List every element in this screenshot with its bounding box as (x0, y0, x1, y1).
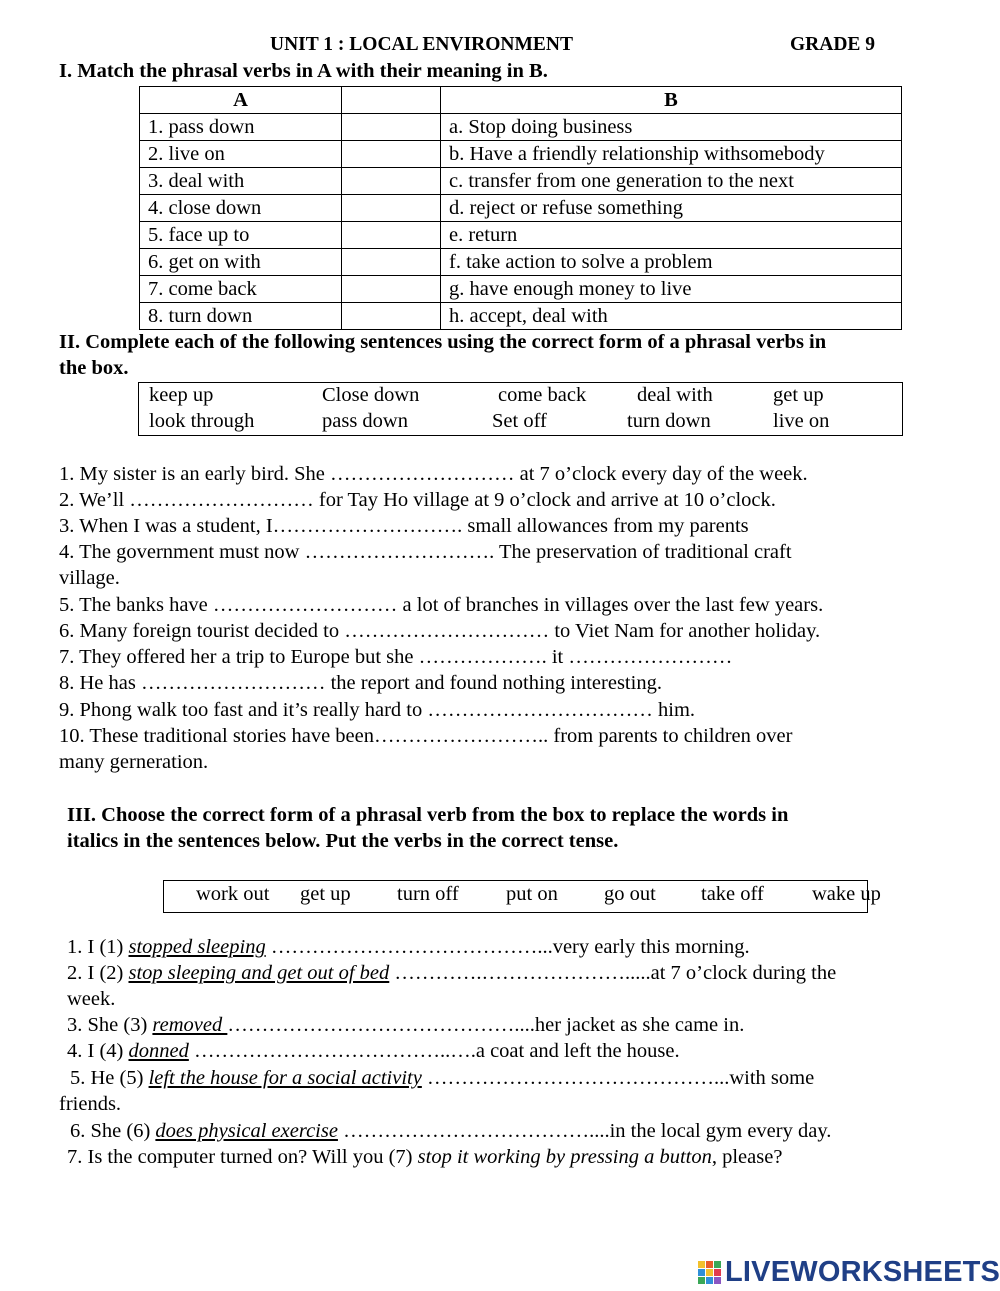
table-row (140, 168, 902, 195)
table-row (140, 249, 902, 276)
sentence: 1. My sister is an early bird. She ……………………… at 7 o’clock every day of the week. (59, 463, 808, 485)
section-3-heading-cont: italics in the sentences below. Put the verbs in the correct tense. (67, 830, 619, 852)
word-option: Close down (322, 384, 420, 406)
word-option: deal with (637, 384, 713, 406)
answer-cell[interactable] (342, 276, 441, 303)
grade-label: GRADE 9 (790, 34, 876, 55)
sentence-blank[interactable]: ………………………………..….a coat and left the house. (188, 1040, 680, 1062)
phrasal-verb: 5. face up to (140, 222, 342, 249)
meaning: a. Stop doing business (441, 114, 902, 141)
answer-cell[interactable] (342, 195, 441, 222)
word-option: put on (506, 883, 558, 905)
answer-cell[interactable] (342, 141, 441, 168)
sentence-continuation: village. (59, 567, 120, 589)
meaning: d. reject or refuse something (441, 195, 902, 222)
worksheet-title: UNIT 1 : LOCAL ENVIRONMENT (270, 34, 574, 55)
word-box (138, 382, 903, 436)
word-option: turn down (627, 410, 711, 432)
sentence-continuation: friends. (59, 1093, 122, 1115)
word-option: pass down (322, 410, 408, 432)
answer-header-cell (342, 87, 441, 114)
table-row (140, 114, 902, 141)
exercise-sentence (67, 1040, 680, 1063)
exercise-sentence (67, 936, 750, 959)
sentence-suffix: , please? (711, 1146, 783, 1168)
sentence: 9. Phong walk too fast and it’s really hard to …………………………… him. (59, 699, 696, 721)
table-row (140, 141, 902, 168)
phrasal-verb: 7. come back (140, 276, 342, 303)
section-1-heading: I. Match the phrasal verbs in A with their meaning in B. (59, 60, 548, 82)
sentence-blank[interactable]: ………….………………….....at 7 o’clock during the (389, 962, 837, 984)
word-option: look through (149, 410, 255, 432)
sentence-blank[interactable]: ………………………………....in the local gym every day. (337, 1120, 832, 1142)
meaning: b. Have a friendly relationship withsomebody (441, 141, 902, 168)
word-option: get up (773, 384, 824, 406)
meaning: h. accept, deal with (441, 303, 902, 330)
meaning: g. have enough money to live (441, 276, 902, 303)
answer-cell[interactable] (342, 222, 441, 249)
word-option: come back (498, 384, 587, 406)
sentence-prefix: 6. She (6) (70, 1120, 156, 1142)
phrasal-verb: 3. deal with (140, 168, 342, 195)
sentence: 6. Many foreign tourist decided to ………………………… to Viet Nam for another holiday. (59, 620, 821, 642)
table-row (140, 195, 902, 222)
sentence-prefix: 2. I (2) (67, 962, 129, 984)
sentence-prefix: 4. I (4) (67, 1040, 129, 1062)
exercise-sentence (70, 1067, 814, 1090)
italic-phrase: stopped sleeping (128, 936, 266, 958)
phrasal-verb: 6. get on with (140, 249, 342, 276)
exercise-sentence (67, 962, 836, 985)
matching-table (139, 86, 902, 330)
column-a-header: A (140, 87, 342, 114)
exercise-sentence (67, 1014, 744, 1037)
sentence-prefix: 3. She (3) (67, 1014, 153, 1036)
phrasal-verb: 1. pass down (140, 114, 342, 141)
sentence-continuation: many gerneration. (59, 751, 209, 773)
word-option: go out (604, 883, 656, 905)
italic-phrase: donned (128, 1040, 189, 1062)
sentence-blank[interactable]: ……………………………………....her jacket as she came in. (227, 1014, 745, 1036)
italic-phrase: left the house for a social activity (148, 1067, 422, 1089)
sentence-prefix: 5. He (5) (70, 1067, 149, 1089)
liveworksheets-logo (698, 1256, 1000, 1289)
sentence: 5. The banks have ……………………… a lot of branches in villages over the last few years. (59, 594, 824, 616)
sentence-prefix: 7. Is the computer turned on? Will you (7) (67, 1146, 418, 1168)
table-header-row (140, 87, 902, 114)
sentence-blank[interactable]: …………………………………...very early this morning. (265, 936, 750, 958)
meaning: f. take action to solve a problem (441, 249, 902, 276)
meaning: e. return (441, 222, 902, 249)
word-option: get up (300, 883, 351, 905)
section-2-heading-cont: the box. (59, 357, 129, 379)
word-option: live on (773, 410, 830, 432)
sentence: 10. These traditional stories have been…………………….. from parents to children over (59, 725, 793, 747)
table-row (140, 276, 902, 303)
table-row (140, 222, 902, 249)
italic-phrase: removed (152, 1014, 228, 1036)
word-option: work out (196, 883, 270, 905)
word-option: turn off (397, 883, 459, 905)
brand-name: LIVEWORKSHEETS (725, 1256, 1000, 1288)
phrasal-verb: 4. close down (140, 195, 342, 222)
sentence: 3. When I was a student, I………………………. small allowances from my parents (59, 515, 749, 537)
sentence: 2. We’ll ……………………… for Tay Ho village at 9 o’clock and arrive at 10 o’clock. (59, 489, 776, 511)
sentence-blank[interactable]: ……………………………………...with some (421, 1067, 815, 1089)
word-option: Set off (492, 410, 547, 432)
answer-cell[interactable] (342, 168, 441, 195)
exercise-sentence (67, 1146, 782, 1169)
table-row (140, 303, 902, 330)
sentence-prefix: 1. I (1) (67, 936, 129, 958)
column-b-header: B (441, 87, 902, 114)
sentence-continuation: week. (67, 988, 116, 1010)
phrasal-verb: 8. turn down (140, 303, 342, 330)
sentence: 8. He has ……………………… the report and found nothing interesting. (59, 672, 662, 694)
exercise-sentence (70, 1120, 831, 1143)
sentence: 7. They offered her a trip to Europe but she ………………. it …………………… (59, 646, 733, 668)
logo-grid-icon (698, 1261, 721, 1284)
word-option: take off (701, 883, 764, 905)
phrasal-verb: 2. live on (140, 141, 342, 168)
sentence: 4. The government must now ………………………. The preservation of traditional craft (59, 541, 792, 563)
meaning: c. transfer from one generation to the next (441, 168, 902, 195)
answer-cell[interactable] (342, 249, 441, 276)
italic-phrase: does physical exercise (155, 1120, 338, 1142)
section-3-heading: III. Choose the correct form of a phrasal verb from the box to replace the words in (67, 804, 789, 826)
italic-phrase: stop sleeping and get out of bed (128, 962, 390, 984)
word-option: keep up (149, 384, 214, 406)
answer-cell[interactable] (342, 114, 441, 141)
section-2-heading: II. Complete each of the following sentences using the correct form of a phrasal verbs in (59, 331, 827, 353)
answer-cell[interactable] (342, 303, 441, 330)
word-option: wake up (812, 883, 881, 905)
italic-phrase: stop it working by pressing a button (417, 1146, 712, 1168)
